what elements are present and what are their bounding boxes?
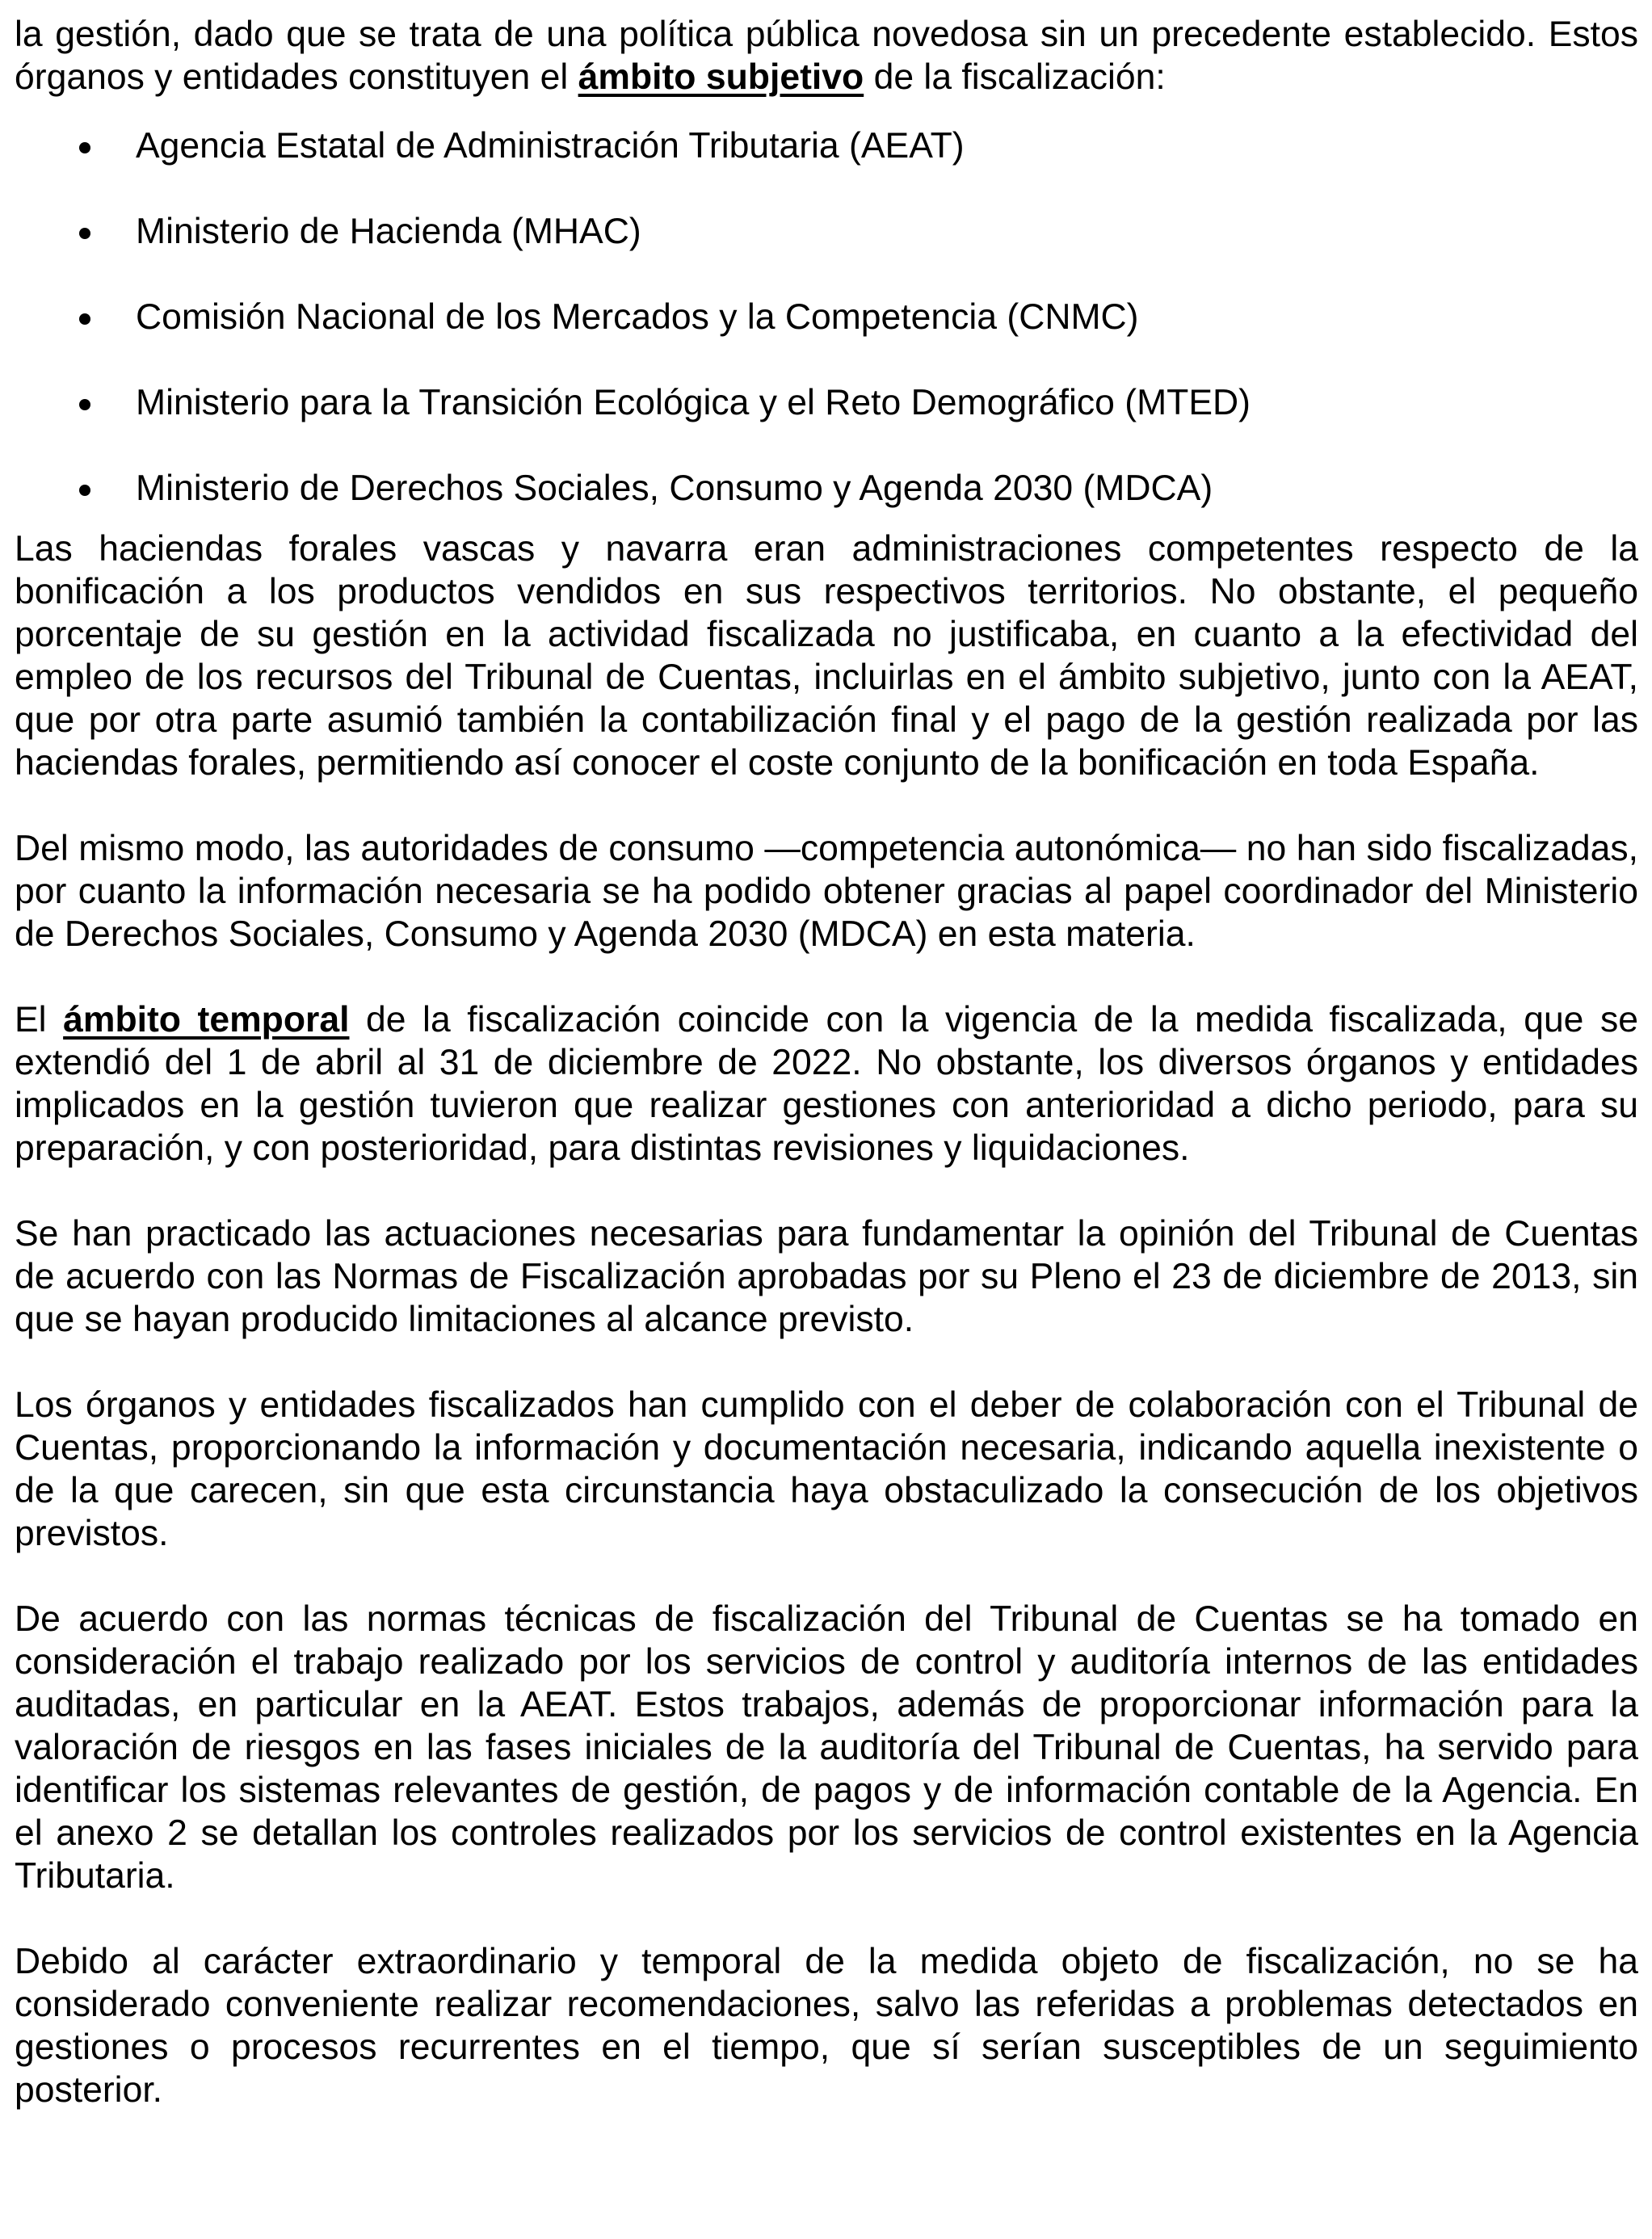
- entity-label: Ministerio para la Transición Ecológica y el Reto Demográfico (MTED): [136, 383, 1251, 422]
- intro-text-before: la gestión, dado que se trata de una política pública novedosa sin un precedente establecido. Estos órganos y entidades constituyen el: [15, 15, 1638, 97]
- list-item: [15, 381, 1638, 424]
- list-item: [15, 467, 1638, 510]
- entity-list: [15, 124, 1638, 510]
- entity-label: Ministerio de Derechos Sociales, Consumo y Agenda 2030 (MDCA): [136, 468, 1213, 508]
- list-item: [15, 210, 1638, 253]
- entity-label: Agencia Estatal de Administración Tributaria (AEAT): [136, 126, 965, 166]
- list-item: [15, 124, 1638, 167]
- paragraph-haciendas-forales: Las haciendas forales vascas y navarra eran administraciones competentes respecto de la bonificación a los productos vendidos en sus respectivos territorios. No obstante, el pequeño porcentaje de su gestión en la actividad fiscalizada no justificaba, en cuanto a la efectividad del empleo de los recursos del Tribunal de Cuentas, incluirlas en el ámbito subjetivo, junto con la AEAT, que por otra parte asumió también la contabilización final y el pago de la gestión realizada por las haciendas forales, permitiendo así conocer el coste conjunto de la bonificación en toda España.: [15, 529, 1638, 783]
- bullet-icon: [79, 485, 90, 496]
- keyword-ambito-subjetivo: ámbito subjetivo: [578, 57, 864, 97]
- temporal-text-before: El: [15, 1000, 64, 1040]
- temporal-text-after: de la fiscalización coincide con la vigencia de la medida fiscalizada, que se extendió del 1 de abril al 31 de diciembre de 2022. No obstante, los diversos órganos y entidades implicados en la gestión tuvieron que realizar gestiones con anterioridad a dicho periodo, para su preparación, y con posterioridad, para distintas revisiones y liquidaciones.: [15, 1000, 1638, 1168]
- bullet-icon: [79, 313, 90, 325]
- paragraph-normas-tecnicas: De acuerdo con las normas técnicas de fiscalización del Tribunal de Cuentas se ha tomado en consideración el trabajo realizado por los servicios de control y auditoría internos de las entidades auditadas, en particular en la AEAT. Estos trabajos, además de proporcionar información para la valoración de riesgos en las fases iniciales de la auditoría del Tribunal de Cuentas, ha servido para identificar los sistemas relevantes de gestión, de pagos y de información contable de la Agencia. En el anexo 2 se detallan los controles realizados por los servicios de control existentes en la Agencia Tributaria.: [15, 1599, 1638, 1896]
- bullet-icon: [79, 399, 90, 410]
- entity-label: Comisión Nacional de los Mercados y la Competencia (CNMC): [136, 297, 1139, 337]
- intro-text-after: de la fiscalización:: [864, 57, 1166, 97]
- paragraph-autoridades-consumo: Del mismo modo, las autoridades de consumo —competencia autonómica— no han sido fiscalizadas, por cuanto la información necesaria se ha podido obtener gracias al papel coordinador del Ministerio de Derechos Sociales, Consumo y Agenda 2030 (MDCA) en esta materia.: [15, 829, 1638, 954]
- paragraph-colaboracion: Los órganos y entidades fiscalizados han cumplido con el deber de colaboración con el Tribunal de Cuentas, proporcionando la información y documentación necesaria, indicando aquella inexistente o de la que carecen, sin que esta circunstancia haya obstaculizado la consecución de los objetivos previstos.: [15, 1385, 1638, 1553]
- document-page: [15, 13, 1638, 2111]
- paragraph-recomendaciones: Debido al carácter extraordinario y temporal de la medida objeto de fiscalización, no se ha considerado conveniente realizar recomendaciones, salvo las referidas a problemas detectados en gestiones o procesos recurrentes en el tiempo, que sí serían susceptibles de un seguimiento posterior.: [15, 1942, 1638, 2110]
- paragraph-ambito-temporal: [15, 998, 1638, 1170]
- paragraph-actuaciones: Se han practicado las actuaciones necesarias para fundamentar la opinión del Tribunal de Cuentas de acuerdo con las Normas de Fiscalización aprobadas por su Pleno el 23 de diciembre de 2013, sin que se hayan producido limitaciones al alcance previsto.: [15, 1214, 1638, 1339]
- bullet-icon: [79, 142, 90, 153]
- intro-paragraph: [15, 13, 1638, 99]
- list-item: [15, 296, 1638, 338]
- bullet-icon: [79, 228, 90, 239]
- keyword-ambito-temporal: ámbito temporal: [63, 1000, 350, 1040]
- entity-label: Ministerio de Hacienda (MHAC): [136, 212, 641, 251]
